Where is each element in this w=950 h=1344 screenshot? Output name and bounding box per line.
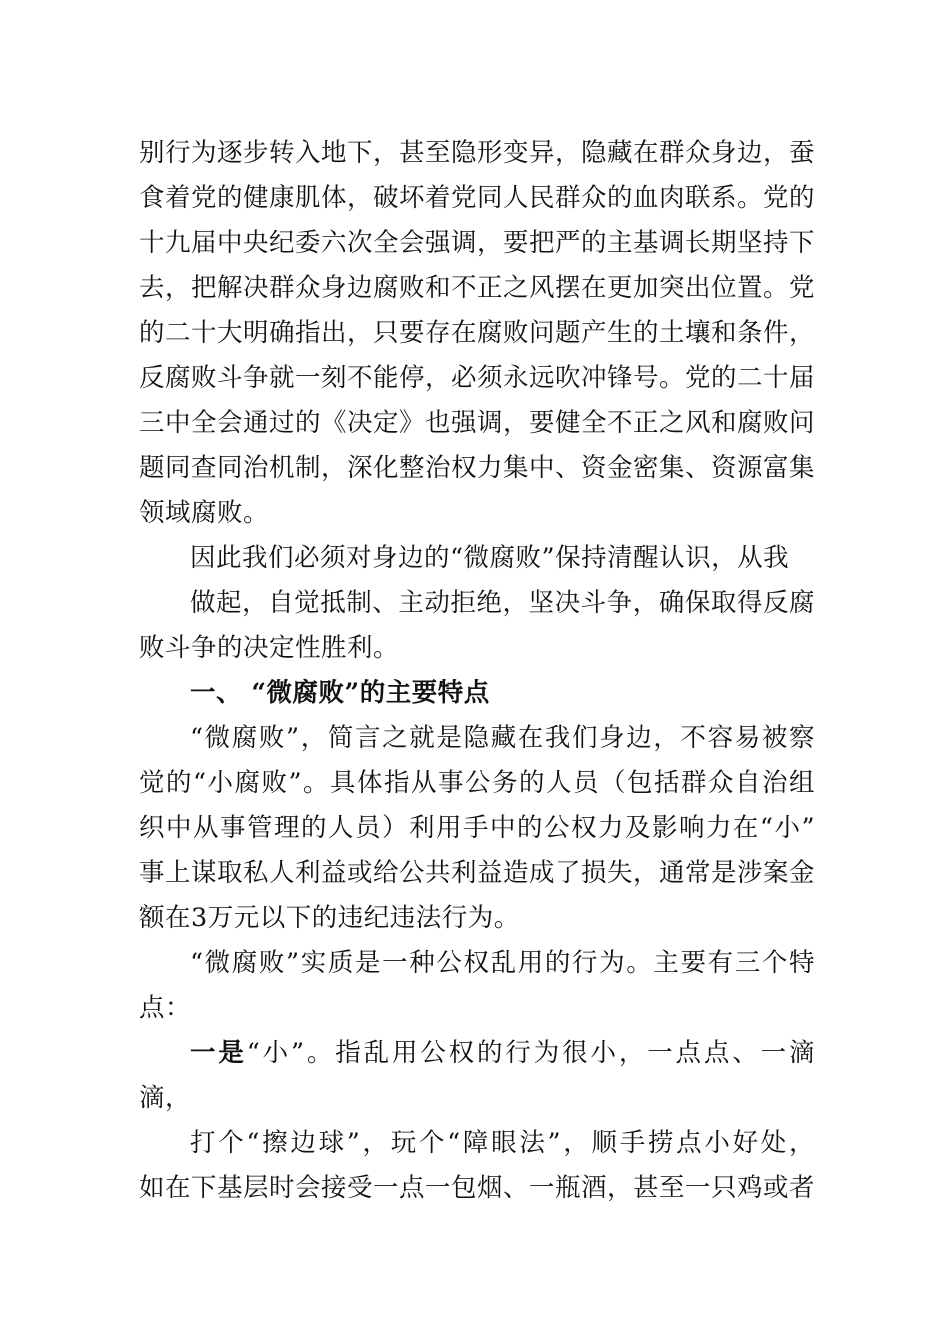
paragraph-3-line-3: 织中从事管理的人员）利用手中的公权力及影响力在“小” bbox=[139, 813, 815, 843]
paragraph-5-line-2: 滴， bbox=[139, 1083, 192, 1113]
paragraph-1-line-4: 去，把解决群众身边腐败和不正之风摆在更加突出位置。党 bbox=[139, 273, 816, 303]
paragraph-2-line-2: 做起，自觉抵制、主动拒绝，坚决斗争，确保取得反腐 bbox=[190, 588, 815, 618]
section-heading: 一、 “微腐败”的主要特点 bbox=[190, 678, 490, 708]
paragraph-1-line-3: 十九届中央纪委六次全会强调，要把严的主基调长期坚持下 bbox=[139, 228, 816, 258]
paragraph-3-line-2: 觉的“小腐败”。具体指从事公务的人员（包括群众自治组 bbox=[139, 768, 815, 798]
paragraph-5-lead: 一是 bbox=[190, 1038, 247, 1068]
paragraph-1-line-6: 反腐败斗争就一刻不能停，必须永远吹冲锋号。党的二十届 bbox=[139, 363, 816, 393]
paragraph-5-line-1-text: “小”。指乱用公权的行为很小，一点点、一滴 bbox=[246, 1038, 815, 1068]
paragraph-2-line-1: 因此我们必须对身边的“微腐败”保持清醒认识，从我 bbox=[190, 543, 790, 573]
paragraph-1-line-2: 食着党的健康肌体，破坏着党同人民群众的血肉联系。党的 bbox=[139, 183, 816, 213]
paragraph-4-line-2: 点： bbox=[139, 993, 192, 1023]
paragraph-3-line-1: “微腐败”，简言之就是隐藏在我们身边，不容易被察 bbox=[190, 723, 815, 753]
paragraph-5-line-1 bbox=[190, 1031, 815, 1075]
paragraph-3-line-4: 事上谋取私人利益或给公共利益造成了损失，通常是涉案金 bbox=[139, 858, 816, 888]
paragraph-1-line-9: 领域腐败。 bbox=[139, 498, 270, 528]
paragraph-6-line-1: 打个“擦边球”，玩个“障眼法”，顺手捞点小好处， bbox=[190, 1128, 815, 1158]
paragraph-6-line-2: 如在下基层时会接受一点一包烟、一瓶酒，甚至一只鸡或者 bbox=[139, 1173, 816, 1203]
paragraph-1-line-7: 三中全会通过的《决定》也强调，要健全不正之风和腐败问 bbox=[139, 408, 816, 438]
paragraph-4-line-1: “微腐败”实质是一种公权乱用的行为。主要有三个特 bbox=[190, 948, 815, 978]
paragraph-3-line-5: 额在3万元以下的违纪违法行为。 bbox=[139, 903, 520, 933]
paragraph-2-line-3: 败斗争的决定性胜利。 bbox=[139, 633, 400, 663]
paragraph-1-line-1: 别行为逐步转入地下，甚至隐形变异，隐藏在群众身边，蚕 bbox=[139, 138, 816, 168]
paragraph-1-line-8: 题同查同治机制，深化整治权力集中、资金密集、资源富集 bbox=[139, 453, 816, 483]
paragraph-1-line-5: 的二十大明确指出，只要存在腐败问题产生的土壤和条件， bbox=[139, 318, 816, 348]
